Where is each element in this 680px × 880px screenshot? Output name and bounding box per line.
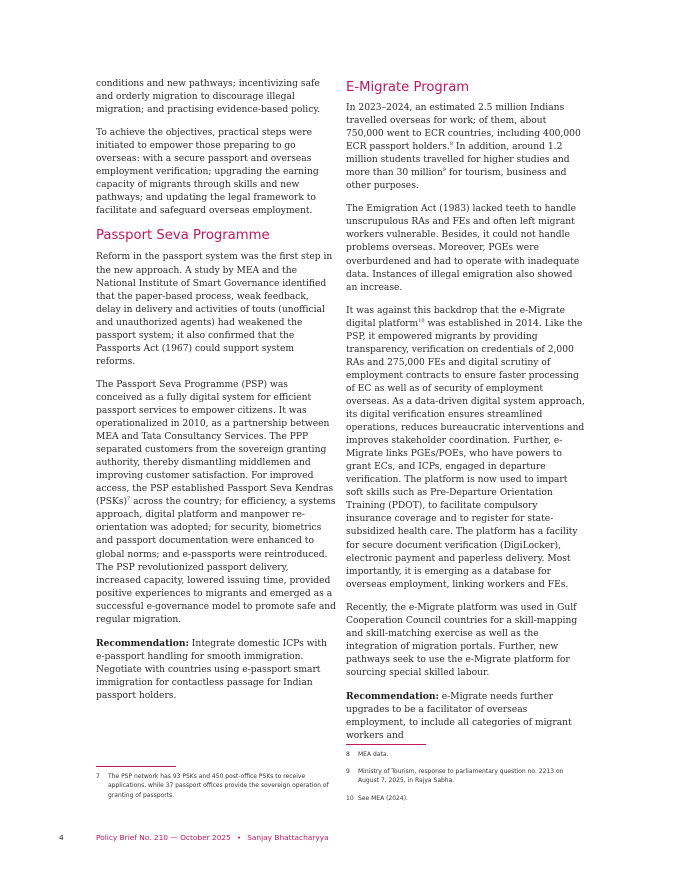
platform-text-b: was established in 2014. Like the PSP, it empowered migrants by providing transparency, verification on credentials of 2,000 RAs and 275,000 FEs and digital scrutiny of employment contracts to ensure faster processing of EC as well as of security of employment overseas. As a data-driven digital system approach, its digital verification ensures streamlined operations, reduces bureaucratic interventions and improves stakeholder coordination. Further, e-Migrate links PGEs/POEs, who have powers to grant ECs, and ICPs, engaged in departure verification. The platform is now used to impart soft skills such as Pre-Departure Orientation Training (PDOT), to facilitate compulsory insurance coverage and to register for state-subsidized health care. The platform has a facility for secure document verification (DigiLocker), electronic payment and paperless delivery. Most importantly, it is emerging as a database for overseas employment, linking workers and FEs. [346, 318, 585, 590]
left-paragraph-3: Reform in the passport system was the first step in the new approach. A study by MEA and the National Institute of Smart Governance identified that the paper-based process, weak feedback, delay in delivery and activities of touts (unofficial and unauthorized agents) had weakened the passport system; it also confirmed that the Passports Act (1967) could support system reforms. [96, 252, 333, 367]
right-recommendation [346, 690, 586, 743]
footnote-text: MEA data. [358, 751, 389, 758]
section-heading-passport-seva: Passport Seva Programme [96, 228, 270, 244]
footnote-text: The PSP network has 93 PSKs and 450 post-office PSKs to receive applications, while 37 passport offices provide the sovereign operation of granting of passports. [108, 773, 329, 799]
recommendation-text: e-Migrate needs further upgrades to be a facilitator of overseas employment, to include all categories of migrant workers and [346, 691, 572, 742]
footnote-text: See MEA (2024). [358, 795, 408, 802]
publication-title: Policy Brief No. 210 — October 2025 [96, 833, 231, 842]
left-column [96, 78, 336, 713]
recommendation-label: Recommendation: [96, 637, 189, 649]
psp-text-b: across the country; for efficiency, a systems approach, digital platform and manpower re-orientation was adopted; for security, biometrics and passport documentation were enhanced to global norms; and e-passports were reintroduced. The PSP revolutionized passport delivery, increased capacity, lowered issuing time, provided positive experiences to migrants and emerged as a successful e-governance model to promote safe and regular migration. [96, 497, 336, 625]
footnote-number: 10 [346, 795, 354, 802]
emigrate-text-a: In 2023–2024, an estimated 2.5 million Indians travelled overseas for work; of them, about 750,000 went to ECR countries, including 400,000 ECR passport holders. [346, 103, 581, 153]
left-paragraph-2: To achieve the objectives, practical steps were initiated to empower those preparing to go overseas: with a secure passport and overseas employment verification; upgrading the earning capacity of migrants through skills and new pathways; and updating the legal framework to facilitate and safeguard overseas employment. [96, 128, 319, 217]
emigrate-text-b: In addition, around 1.2 million students travelled for higher studies and more than 30 million [346, 142, 570, 179]
right-column [346, 78, 586, 753]
author-name: Sanjay Bhattacharyya [247, 833, 329, 842]
right-paragraph-4: Recently, the e-Migrate platform was used in Gulf Cooperation Council countries for a skill-mapping and skill-matching exercise as well as the integration of migration portals. Further, new pathways seek to use the e-Migrate platform for sourcing special skilled labour. [346, 602, 578, 678]
running-footer [96, 833, 329, 843]
left-paragraph-1: conditions and new pathways; incentivizing safe and orderly migration to discourage illegal migration; and practising evidence-based policy. [96, 79, 321, 116]
footnote-number: 7 [96, 773, 100, 780]
recommendation-text: Integrate domestic ICPs with e-passport handling for smooth immigration. Negotiate with countries using e-passport smart immigration for contactless passage for Indian passport holders. [96, 638, 327, 701]
section-heading-e-migrate: E-Migrate Program [346, 80, 470, 95]
recommendation-label: Recommendation: [346, 690, 439, 702]
left-paragraph-4 [96, 379, 336, 627]
footnote-ref-7[interactable]: 7 [127, 496, 131, 503]
emigrate-text-c: for tourism, business and other purposes. [346, 168, 567, 192]
right-paragraph-1 [346, 102, 586, 193]
right-paragraph-2: The Emigration Act (1983) lacked teeth to handle unscrupulous RAs and FEs and often left migrant workers vulnerable. Besides, it could not handle problems overseas. Moreover, PGEs were overburdened and had to operate with inadequate data. Instances of illegal emigration also showed an increase. [346, 204, 580, 293]
footnote-ref-8[interactable]: 8 [449, 141, 453, 148]
footnote-ref-9[interactable]: 9 [442, 167, 446, 174]
footnote-ref-10[interactable]: 10 [418, 317, 425, 324]
left-recommendation [96, 637, 336, 703]
footer-separator: • [236, 833, 242, 842]
right-paragraph-3 [346, 305, 586, 592]
footnote-divider-left [96, 766, 176, 767]
platform-text-a: It was against this backdrop that the e-Migrate digital platform [346, 305, 566, 329]
footnote-number: 9 [346, 768, 350, 775]
footnote-text: Ministry of Tourism, response to parliamentary question no. 2213 on August 7, 2025, in Rajya Sabha. [358, 768, 564, 785]
psp-text-a: The Passport Seva Programme (PSP) was conceived as a fully digital system for efficient passport services to empower citizens. It was operationalized in 2010, as a partnership between MEA and Tata Consultancy Services. The PPP separated customers from the sovereign granting authority, thereby dismantling middlemen and improving customer satisfaction. For improved access, the PSP established Passport Seva Kendras (PSKs) [96, 379, 334, 508]
footnote-divider-right [346, 744, 426, 745]
footnote-number: 8 [346, 751, 350, 758]
page-number: 4 [59, 833, 64, 842]
